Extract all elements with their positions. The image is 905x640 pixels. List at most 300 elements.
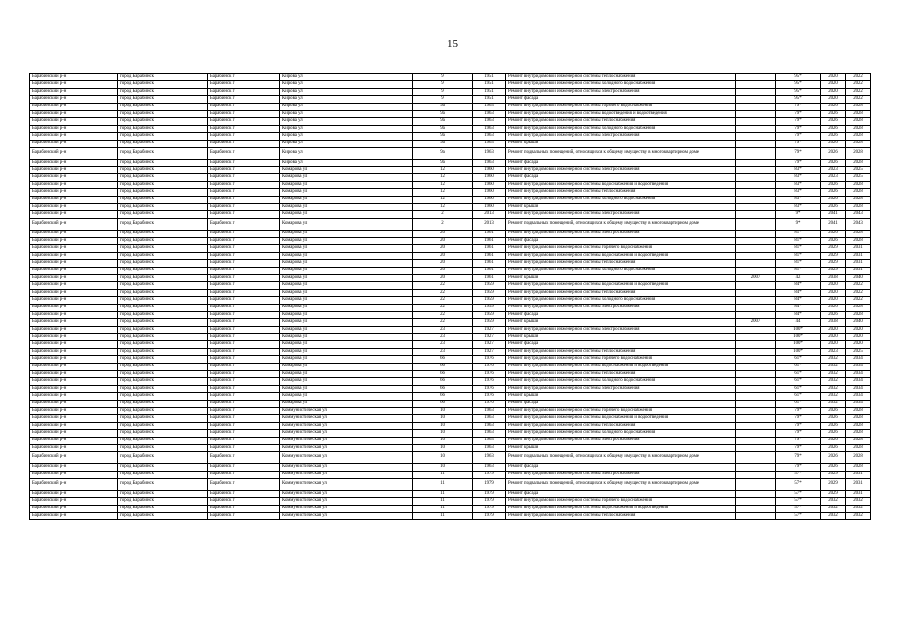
cell-wear-percent: 100* bbox=[776, 334, 821, 341]
cell-year-built: 1976 bbox=[473, 378, 506, 385]
cell-street: Комарова ул bbox=[280, 393, 413, 400]
cell-end-year: 2025 bbox=[846, 167, 871, 174]
cell-wear-percent: 57* bbox=[776, 478, 821, 490]
cell-house: 10 bbox=[413, 430, 473, 437]
cell-street: Кирова ул bbox=[280, 88, 413, 95]
cell-wear-percent: 81* bbox=[776, 230, 821, 237]
cell-end-year: 2028 bbox=[846, 238, 871, 245]
cell-district: Барабинский р-н bbox=[30, 167, 118, 174]
cell-house: 9а bbox=[413, 110, 473, 117]
cell-start-year: 2020 bbox=[821, 282, 846, 289]
cell-locality: Барабинск г bbox=[208, 341, 280, 348]
cell-work-type: Ремонт внутридомовой инженерной системы водоснабжения и водоотведения bbox=[506, 505, 736, 512]
cell-district: Барабинский р-н bbox=[30, 304, 118, 311]
cell-work-type: Ремонт внутридомовой инженерной системы водоотведения и водоотведения bbox=[506, 110, 736, 117]
cell-wear-percent: 79* bbox=[776, 125, 821, 132]
cell-locality: Барабинск г bbox=[208, 415, 280, 422]
cell-year-built: 1927 bbox=[473, 348, 506, 355]
cell-district: Барабинский р-н bbox=[30, 211, 118, 218]
cell-locality: Барабинск г bbox=[208, 498, 280, 505]
cell-house: 11 bbox=[413, 498, 473, 505]
cell-municipality: город Барабинск bbox=[118, 181, 208, 188]
cell-last-repair-year bbox=[736, 282, 776, 289]
cell-street: Коммунистическая ул bbox=[280, 512, 413, 519]
cell-house: 10 bbox=[413, 408, 473, 415]
cell-last-repair-year bbox=[736, 196, 776, 203]
cell-municipality: город Барабинск bbox=[118, 464, 208, 471]
cell-house: 12 bbox=[413, 174, 473, 181]
table-row bbox=[30, 385, 871, 392]
table-row bbox=[30, 304, 871, 311]
cell-district: Барабинский р-н bbox=[30, 204, 118, 211]
cell-municipality: город Барабинск bbox=[118, 408, 208, 415]
cell-house: 66 bbox=[413, 378, 473, 385]
cell-street: Комарова ул bbox=[280, 167, 413, 174]
cell-work-type: Ремонт внутридомовой инженерной системы холодного водоснабжения bbox=[506, 430, 736, 437]
cell-municipality: город Барабинск bbox=[118, 260, 208, 267]
cell-locality: Барабинск г bbox=[208, 304, 280, 311]
cell-work-type: Ремонт внутридомовой инженерной системы электроснабжения bbox=[506, 211, 736, 218]
cell-start-year: 2020 bbox=[821, 297, 846, 304]
cell-year-built: 1979 bbox=[473, 512, 506, 519]
cell-work-type: Ремонт крыши bbox=[506, 274, 736, 281]
table-row bbox=[30, 415, 871, 422]
cell-work-type: Ремонт внутридомовой инженерной системы электроснабжения bbox=[506, 471, 736, 478]
table-row bbox=[30, 289, 871, 296]
cell-last-repair-year bbox=[736, 267, 776, 274]
cell-start-year: 2026 bbox=[821, 238, 846, 245]
cell-street: Коммунистическая ул bbox=[280, 464, 413, 471]
cell-house: 20 bbox=[413, 267, 473, 274]
cell-year-built: 1960 bbox=[473, 174, 506, 181]
cell-start-year: 2026 bbox=[821, 159, 846, 166]
cell-municipality: город Барабинск bbox=[118, 133, 208, 140]
cell-district: Барабинский р-н bbox=[30, 471, 118, 478]
cell-municipality: город Барабинск bbox=[118, 211, 208, 218]
cell-start-year: 2029 bbox=[821, 471, 846, 478]
cell-end-year: 2034 bbox=[846, 363, 871, 370]
cell-locality: Барабинск г bbox=[208, 422, 280, 429]
cell-street: Комарова ул bbox=[280, 371, 413, 378]
cell-house: 66 bbox=[413, 393, 473, 400]
cell-year-built: 1961 bbox=[473, 267, 506, 274]
cell-locality: Барабинск г bbox=[208, 289, 280, 296]
cell-wear-percent: 61* bbox=[776, 385, 821, 392]
cell-house: 10 bbox=[413, 437, 473, 444]
cell-year-built: 1960 bbox=[473, 189, 506, 196]
cell-district: Барабинский р-н bbox=[30, 260, 118, 267]
cell-start-year: 2026 bbox=[821, 311, 846, 318]
cell-end-year: 2028 bbox=[846, 159, 871, 166]
cell-house: 20 bbox=[413, 245, 473, 252]
cell-street: Комарова ул bbox=[280, 304, 413, 311]
cell-locality: Барабинск г bbox=[208, 218, 280, 230]
cell-start-year: 2026 bbox=[821, 147, 846, 159]
cell-district: Барабинский р-н bbox=[30, 230, 118, 237]
cell-street: Комарова ул bbox=[280, 385, 413, 392]
cell-house: 9 bbox=[413, 81, 473, 88]
cell-year-built: 1959 bbox=[473, 311, 506, 318]
cell-district: Барабинский р-н bbox=[30, 478, 118, 490]
cell-locality: Барабинск г bbox=[208, 452, 280, 464]
cell-district: Барабинский р-н bbox=[30, 408, 118, 415]
cell-year-built: 1951 bbox=[473, 88, 506, 95]
cell-district: Барабинский р-н bbox=[30, 297, 118, 304]
cell-year-built: 1951 bbox=[473, 74, 506, 81]
table-row bbox=[30, 238, 871, 245]
cell-wear-percent: 83* bbox=[776, 196, 821, 203]
cell-street: Коммунистическая ул bbox=[280, 498, 413, 505]
cell-district: Барабинский р-н bbox=[30, 452, 118, 464]
cell-end-year: 2032 bbox=[846, 512, 871, 519]
cell-wear-percent: 84* bbox=[776, 289, 821, 296]
cell-district: Барабинский р-н bbox=[30, 490, 118, 497]
cell-locality: Барабинск г bbox=[208, 326, 280, 333]
cell-wear-percent: 81* bbox=[776, 245, 821, 252]
cell-district: Барабинский р-н bbox=[30, 282, 118, 289]
cell-last-repair-year bbox=[736, 159, 776, 166]
cell-street: Коммунистическая ул bbox=[280, 408, 413, 415]
table-row bbox=[30, 74, 871, 81]
cell-locality: Барабинск г bbox=[208, 110, 280, 117]
cell-year-built: 1927 bbox=[473, 326, 506, 333]
cell-work-type: Ремонт фасада bbox=[506, 238, 736, 245]
cell-house: 23 bbox=[413, 341, 473, 348]
cell-work-type: Ремонт крыши bbox=[506, 444, 736, 451]
cell-year-built: 1979 bbox=[473, 471, 506, 478]
cell-last-repair-year bbox=[736, 452, 776, 464]
table-row bbox=[30, 196, 871, 203]
cell-district: Барабинский р-н bbox=[30, 512, 118, 519]
repair-schedule-table bbox=[29, 73, 871, 520]
cell-end-year: 2034 bbox=[846, 385, 871, 392]
cell-house: 20 bbox=[413, 274, 473, 281]
cell-street: Коммунистическая ул bbox=[280, 478, 413, 490]
cell-locality: Барабинск г bbox=[208, 118, 280, 125]
cell-wear-percent: 100* bbox=[776, 348, 821, 355]
cell-house: 10 bbox=[413, 422, 473, 429]
cell-year-built: 1959 bbox=[473, 319, 506, 326]
page-number: 15 bbox=[447, 38, 458, 50]
table-row bbox=[30, 133, 871, 140]
cell-house: 9 bbox=[413, 88, 473, 95]
cell-last-repair-year bbox=[736, 422, 776, 429]
cell-district: Барабинский р-н bbox=[30, 289, 118, 296]
cell-year-built: 1959 bbox=[473, 304, 506, 311]
cell-work-type: Ремонт внутридомовой инженерной системы электроснабжения bbox=[506, 385, 736, 392]
cell-district: Барабинский р-н bbox=[30, 159, 118, 166]
cell-last-repair-year bbox=[736, 471, 776, 478]
cell-end-year: 2022 bbox=[846, 297, 871, 304]
cell-municipality: город Барабинск bbox=[118, 505, 208, 512]
cell-locality: Барабинск г bbox=[208, 211, 280, 218]
cell-locality: Барабинск г bbox=[208, 74, 280, 81]
cell-start-year: 2026 bbox=[821, 189, 846, 196]
cell-wear-percent: 79* bbox=[776, 452, 821, 464]
cell-year-built: 1960 bbox=[473, 196, 506, 203]
cell-work-type: Ремонт внутридомовой инженерной системы теплоснабжения bbox=[506, 371, 736, 378]
cell-last-repair-year bbox=[736, 147, 776, 159]
cell-district: Барабинский р-н bbox=[30, 267, 118, 274]
cell-locality: Барабинск г bbox=[208, 133, 280, 140]
cell-district: Барабинский р-н bbox=[30, 437, 118, 444]
table-row bbox=[30, 326, 871, 333]
cell-last-repair-year bbox=[736, 430, 776, 437]
cell-work-type: Ремонт внутридомовой инженерной системы теплоснабжения bbox=[506, 118, 736, 125]
table-row bbox=[30, 311, 871, 318]
cell-municipality: город Барабинск bbox=[118, 204, 208, 211]
cell-locality: Барабинск г bbox=[208, 334, 280, 341]
cell-wear-percent: 95* bbox=[776, 81, 821, 88]
cell-end-year: 2043 bbox=[846, 211, 871, 218]
table-row bbox=[30, 297, 871, 304]
cell-municipality: город Барабинск bbox=[118, 88, 208, 95]
cell-year-built: 1961 bbox=[473, 238, 506, 245]
cell-work-type: Ремонт крыши bbox=[506, 319, 736, 326]
cell-start-year: 2032 bbox=[821, 363, 846, 370]
cell-locality: Барабинск г bbox=[208, 245, 280, 252]
cell-municipality: город Барабинск bbox=[118, 385, 208, 392]
cell-last-repair-year bbox=[736, 260, 776, 267]
cell-last-repair-year bbox=[736, 478, 776, 490]
cell-locality: Барабинск г bbox=[208, 204, 280, 211]
cell-start-year: 2020 bbox=[821, 326, 846, 333]
cell-wear-percent: 61* bbox=[776, 378, 821, 385]
cell-last-repair-year bbox=[736, 118, 776, 125]
cell-end-year: 2028 bbox=[846, 304, 871, 311]
table-row bbox=[30, 110, 871, 117]
cell-district: Барабинский р-н bbox=[30, 189, 118, 196]
cell-end-year: 2028 bbox=[846, 147, 871, 159]
cell-municipality: город Барабинск bbox=[118, 422, 208, 429]
cell-house: 10 bbox=[413, 464, 473, 471]
cell-start-year: 2023 bbox=[821, 348, 846, 355]
cell-year-built: 1961 bbox=[473, 274, 506, 281]
cell-end-year: 2031 bbox=[846, 471, 871, 478]
cell-last-repair-year bbox=[736, 408, 776, 415]
cell-wear-percent: 84* bbox=[776, 304, 821, 311]
cell-municipality: город Барабинск bbox=[118, 103, 208, 110]
cell-street: Комарова ул bbox=[280, 289, 413, 296]
table-row bbox=[30, 140, 871, 147]
cell-district: Барабинский р-н bbox=[30, 422, 118, 429]
cell-locality: Барабинск г bbox=[208, 96, 280, 103]
cell-municipality: город Барабинск bbox=[118, 196, 208, 203]
cell-municipality: город Барабинск bbox=[118, 415, 208, 422]
table-row bbox=[30, 181, 871, 188]
cell-work-type: Ремонт внутридомовой инженерной системы теплоснабжения bbox=[506, 348, 736, 355]
cell-work-type: Ремонт внутридомовой инженерной системы холодного водоснабжения bbox=[506, 81, 736, 88]
cell-wear-percent: 95* bbox=[776, 88, 821, 95]
cell-house: 12 bbox=[413, 189, 473, 196]
cell-end-year: 2043 bbox=[846, 218, 871, 230]
cell-street: Кирова ул bbox=[280, 103, 413, 110]
cell-wear-percent: 81* bbox=[776, 252, 821, 259]
table-row bbox=[30, 422, 871, 429]
cell-end-year: 2028 bbox=[846, 452, 871, 464]
table-row bbox=[30, 260, 871, 267]
cell-year-built: 1961 bbox=[473, 245, 506, 252]
cell-district: Барабинский р-н bbox=[30, 174, 118, 181]
cell-house: 10 bbox=[413, 452, 473, 464]
cell-municipality: город Барабинск bbox=[118, 245, 208, 252]
cell-work-type: Ремонт крыши bbox=[506, 204, 736, 211]
cell-wear-percent: 83* bbox=[776, 204, 821, 211]
cell-end-year: 2034 bbox=[846, 393, 871, 400]
cell-municipality: город Барабинск bbox=[118, 378, 208, 385]
cell-last-repair-year bbox=[736, 490, 776, 497]
table-row bbox=[30, 378, 871, 385]
table-row bbox=[30, 96, 871, 103]
cell-street: Комарова ул bbox=[280, 189, 413, 196]
cell-wear-percent: 57* bbox=[776, 512, 821, 519]
cell-wear-percent: 61* bbox=[776, 371, 821, 378]
cell-year-built: 2013 bbox=[473, 211, 506, 218]
cell-work-type: Ремонт внутридомовой инженерной системы теплоснабжения bbox=[506, 422, 736, 429]
cell-last-repair-year bbox=[736, 211, 776, 218]
cell-house: 22 bbox=[413, 311, 473, 318]
cell-wear-percent: 83* bbox=[776, 181, 821, 188]
cell-end-year: 2031 bbox=[846, 478, 871, 490]
cell-end-year: 2032 bbox=[846, 498, 871, 505]
cell-street: Коммунистическая ул bbox=[280, 471, 413, 478]
cell-district: Барабинский р-н bbox=[30, 498, 118, 505]
cell-house: 23 bbox=[413, 348, 473, 355]
cell-house: 12 bbox=[413, 167, 473, 174]
cell-street: Коммунистическая ул bbox=[280, 415, 413, 422]
cell-year-built: 1963 bbox=[473, 415, 506, 422]
cell-wear-percent: 84* bbox=[776, 282, 821, 289]
cell-locality: Барабинск г bbox=[208, 311, 280, 318]
cell-year-built: 1963 bbox=[473, 140, 506, 147]
cell-year-built: 1960 bbox=[473, 204, 506, 211]
cell-last-repair-year bbox=[736, 371, 776, 378]
cell-last-repair-year bbox=[736, 415, 776, 422]
cell-wear-percent: 79* bbox=[776, 118, 821, 125]
cell-district: Барабинский р-н bbox=[30, 341, 118, 348]
cell-last-repair-year bbox=[736, 505, 776, 512]
cell-locality: Барабинск г bbox=[208, 393, 280, 400]
cell-year-built: 1963 bbox=[473, 103, 506, 110]
cell-work-type: Ремонт внутридомовой инженерной системы электроснабжения bbox=[506, 88, 736, 95]
cell-start-year: 2023 bbox=[821, 174, 846, 181]
cell-district: Барабинский р-н bbox=[30, 118, 118, 125]
cell-end-year: 2032 bbox=[846, 505, 871, 512]
cell-wear-percent: 79* bbox=[776, 408, 821, 415]
cell-start-year: 2023 bbox=[821, 167, 846, 174]
cell-street: Комарова ул bbox=[280, 252, 413, 259]
cell-locality: Барабинск г bbox=[208, 348, 280, 355]
cell-wear-percent: 57* bbox=[776, 498, 821, 505]
cell-work-type: Ремонт внутридомовой инженерной системы электроснабжения bbox=[506, 167, 736, 174]
cell-start-year: 2026 bbox=[821, 415, 846, 422]
cell-district: Барабинский р-н bbox=[30, 464, 118, 471]
cell-end-year: 2028 bbox=[846, 133, 871, 140]
cell-house: 9 bbox=[413, 96, 473, 103]
cell-house: 66 bbox=[413, 356, 473, 363]
table-row bbox=[30, 319, 871, 326]
cell-house: 9а bbox=[413, 140, 473, 147]
table-row bbox=[30, 512, 871, 519]
cell-house: 66 bbox=[413, 400, 473, 407]
cell-start-year: 2038 bbox=[821, 319, 846, 326]
cell-street: Кирова ул bbox=[280, 147, 413, 159]
cell-year-built: 1979 bbox=[473, 498, 506, 505]
cell-start-year: 2029 bbox=[821, 267, 846, 274]
table-row bbox=[30, 356, 871, 363]
table-row bbox=[30, 282, 871, 289]
cell-locality: Барабинск г bbox=[208, 319, 280, 326]
cell-last-repair-year bbox=[736, 96, 776, 103]
cell-work-type: Ремонт крыши bbox=[506, 393, 736, 400]
cell-year-built: 1963 bbox=[473, 125, 506, 132]
cell-end-year: 2028 bbox=[846, 311, 871, 318]
cell-work-type: Ремонт фасада bbox=[506, 400, 736, 407]
cell-start-year: 2029 bbox=[821, 252, 846, 259]
cell-end-year: 2028 bbox=[846, 196, 871, 203]
cell-last-repair-year bbox=[736, 400, 776, 407]
cell-work-type: Ремонт крыши bbox=[506, 140, 736, 147]
cell-work-type: Ремонт фасада bbox=[506, 174, 736, 181]
cell-last-repair-year bbox=[736, 304, 776, 311]
table-row bbox=[30, 393, 871, 400]
cell-year-built: 1963 bbox=[473, 133, 506, 140]
cell-municipality: город Барабинск bbox=[118, 311, 208, 318]
table-row bbox=[30, 230, 871, 237]
cell-street: Кирова ул bbox=[280, 159, 413, 166]
table-row bbox=[30, 464, 871, 471]
table-row bbox=[30, 204, 871, 211]
cell-locality: Барабинск г bbox=[208, 125, 280, 132]
cell-wear-percent: 81* bbox=[776, 238, 821, 245]
cell-wear-percent: 79* bbox=[776, 133, 821, 140]
cell-last-repair-year bbox=[736, 103, 776, 110]
cell-last-repair-year bbox=[736, 81, 776, 88]
cell-end-year: 2031 bbox=[846, 267, 871, 274]
cell-last-repair-year bbox=[736, 464, 776, 471]
cell-end-year: 2022 bbox=[846, 96, 871, 103]
cell-municipality: город Барабинск bbox=[118, 437, 208, 444]
cell-street: Комарова ул bbox=[280, 378, 413, 385]
cell-last-repair-year bbox=[736, 88, 776, 95]
cell-locality: Барабинск г bbox=[208, 512, 280, 519]
table-row bbox=[30, 147, 871, 159]
cell-year-built: 1963 bbox=[473, 430, 506, 437]
cell-house: 2 bbox=[413, 218, 473, 230]
cell-locality: Барабинск г bbox=[208, 267, 280, 274]
cell-municipality: город Барабинск bbox=[118, 147, 208, 159]
cell-locality: Барабинск г bbox=[208, 174, 280, 181]
cell-street: Кирова ул bbox=[280, 96, 413, 103]
cell-start-year: 2026 bbox=[821, 422, 846, 429]
cell-district: Барабинский р-н bbox=[30, 348, 118, 355]
cell-wear-percent: 57* bbox=[776, 505, 821, 512]
cell-end-year: 2040 bbox=[846, 319, 871, 326]
cell-year-built: 1959 bbox=[473, 297, 506, 304]
cell-end-year: 2028 bbox=[846, 189, 871, 196]
cell-municipality: город Барабинск bbox=[118, 444, 208, 451]
cell-house: 20 bbox=[413, 230, 473, 237]
cell-district: Барабинский р-н bbox=[30, 133, 118, 140]
cell-last-repair-year bbox=[736, 133, 776, 140]
cell-work-type: Ремонт внутридомовой инженерной системы горячего водоснабжения bbox=[506, 408, 736, 415]
cell-municipality: город Барабинск bbox=[118, 356, 208, 363]
cell-work-type: Ремонт внутридомовой инженерной системы водоснабжения и водоотведения bbox=[506, 282, 736, 289]
table-row bbox=[30, 211, 871, 218]
cell-last-repair-year bbox=[736, 326, 776, 333]
cell-end-year: 2028 bbox=[846, 437, 871, 444]
cell-house: 20 bbox=[413, 252, 473, 259]
